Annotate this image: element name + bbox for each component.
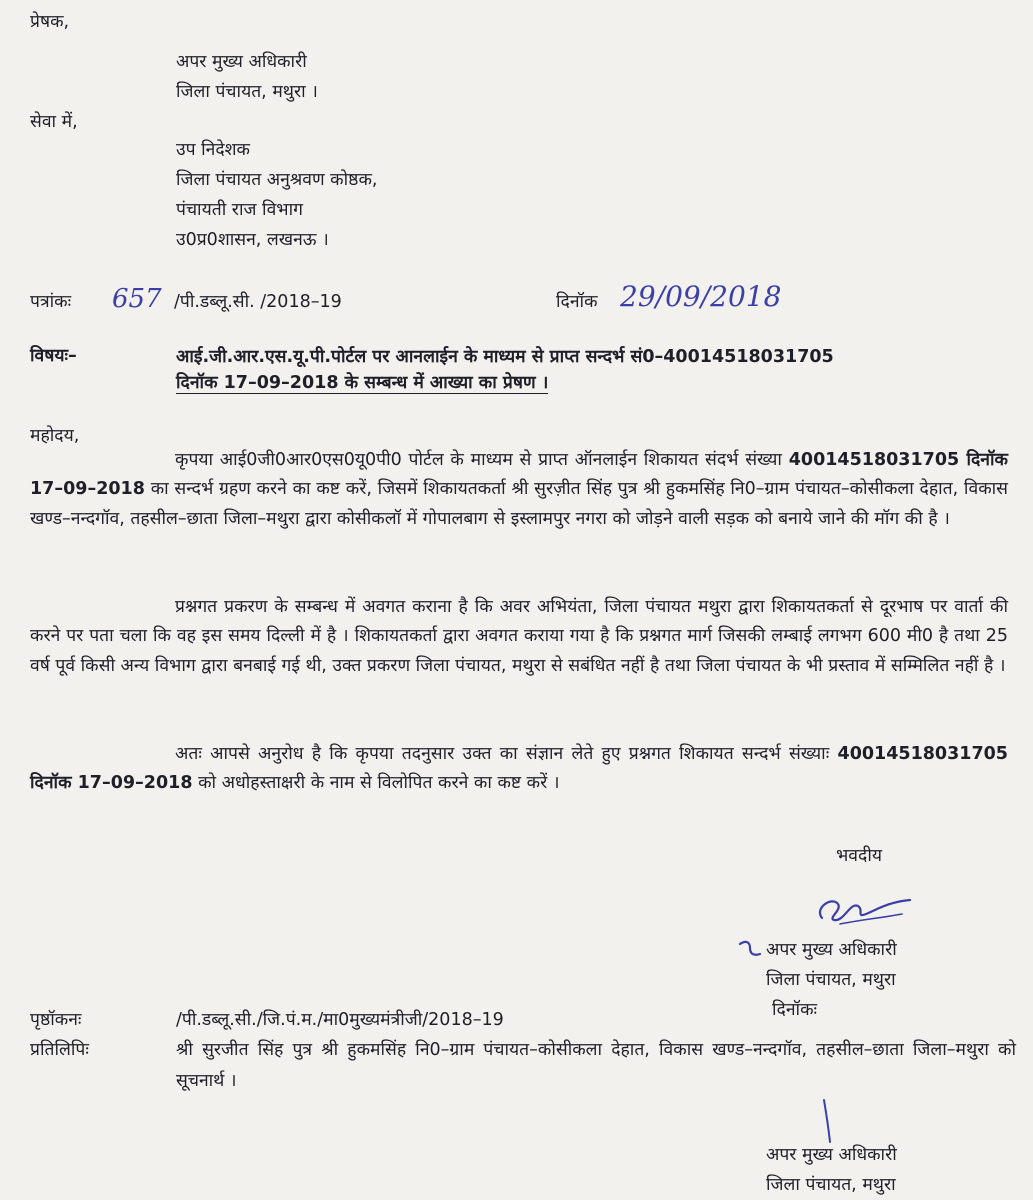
patrank-number-handwritten: 657: [112, 284, 162, 314]
footer-designation: अपर मुख्य अधिकारी: [766, 1145, 897, 1165]
date-handwritten: 29/09/2018: [620, 280, 782, 313]
body-paragraph-2: [30, 593, 1008, 681]
patrank-suffix: /पी.डब्लू.सी. /2018–19: [174, 292, 342, 312]
signature-mark: [810, 888, 920, 928]
closing-yours: भवदीय: [836, 846, 883, 866]
p3-text-a: अतः आपसे अनुरोध है कि कृपया तदनुसार उक्त का संज्ञान लेते हुए प्रश्नगत शिकायत सन्दर्भ संख्याः: [175, 744, 830, 764]
closing-designation: अपर मुख्य अधिकारी: [766, 940, 897, 960]
recipient-line: पंचायती राज विभाग: [176, 200, 303, 220]
p1-text-b: का सन्दर्भ ग्रहण करने का कष्ट करें, जिसमें शिकायतकर्ता श्री सुरज़ीत सिंह पुत्र श्री हुकमसिंह नि0–ग्राम पंचायत–कोसीकला देहात, विकास खण्ड–नन्दगॉव, तहसील–छाता जिला–मथुरा द्वारा कोसीकलॉ में गोपालबाग से इस्लामपुर नगरा को जोड़ने वाली सड़क को बनाये जाने की मॉग की है ।: [30, 479, 1008, 529]
copy-text: श्री सुरजीत सिंह पुत्र श्री हुकमसिंह नि0–ग्राम पंचायत–कोसीकला देहात, विकास खण्ड–नन्दगॉव, तहसील–छाता जिला–मथुरा को सूचनार्थ ।: [176, 1040, 1016, 1091]
sender-label: प्रेषक,: [30, 12, 70, 32]
endorsement-label: पृष्ठॉकनः: [30, 1010, 82, 1030]
signature-tick: [736, 934, 766, 960]
copy-label: प्रतिलिपिः: [30, 1040, 89, 1060]
salutation: महोदय,: [30, 426, 80, 446]
sender-designation: अपर मुख्य अधिकारी: [176, 52, 307, 72]
endorsement-ref: /पी.डब्लू.सी./जि.पं.म./मा0मुख्यमंत्रीजी/2018–19: [176, 1010, 504, 1030]
p1-reference-bold: 40014518031705 दिनॉक 17–09–2018: [30, 450, 1008, 500]
date-label: दिनॉक: [556, 292, 598, 312]
recipient-label: सेवा में,: [30, 112, 78, 132]
body-paragraph-1: [30, 446, 1008, 534]
recipient-line: उ0प्र0शासन, लखनऊ ।: [176, 230, 329, 250]
patrank-label: पत्रांकः: [30, 292, 72, 312]
subject-line-2: दिनॉक 17–09–2018 के सम्बन्ध में आख्या का प्रेषण ।: [176, 373, 549, 393]
p1-text-a: कृपया आई0जी0आर0एस0यू0पी0 पोर्टल के माध्यम से प्राप्त ऑनलाईन शिकायत संदर्भ संख्या: [175, 450, 782, 470]
footer-office: जिला पंचायत, मथुरा: [766, 1175, 896, 1195]
body-paragraph-3: [30, 740, 1008, 799]
recipient-line: जिला पंचायत अनुश्रवण कोष्ठक,: [176, 170, 378, 190]
closing-office: जिला पंचायत, मथुरा: [766, 970, 896, 990]
subject-line-1: आई.जी.आर.एस.यू.पी.पोर्टल पर आनलाईन के माध्यम से प्राप्त सन्दर्भ सं0–40014518031705: [176, 347, 834, 367]
p2-text: प्रश्नगत प्रकरण के सम्बन्ध में अवगत कराना है कि अवर अभियंता, जिला पंचायत मथुरा द्वारा शिकायतकर्ता से दूरभाष पर वार्ता की करने पर पता चला कि वह इस समय दिल्ली में है । शिकायतकर्ता द्वारा अवगत कराया गया है कि प्रश्नगत मार्ग जिसकी लम्बाई लगभग 600 मी0 है तथा 25 वर्ष पूर्व किसी अन्य विभाग द्वारा बनबाई गई थी, उक्त प्रकरण जिला पंचायत, मथुरा से सबंधित नहीं है तथा जिला पंचायत के भी प्रस्ताव में सम्मिलित नहीं है ।: [30, 597, 1008, 676]
p3-reference-bold: 40014518031705 दिनॉक 17–09–2018: [30, 744, 1008, 794]
sender-office: जिला पंचायत, मथुरा ।: [176, 82, 318, 102]
subject-label: विषयः–: [30, 346, 77, 366]
footer-signature-mark: [818, 1098, 838, 1144]
closing-date-label: दिनॉकः: [772, 1000, 818, 1020]
subject-text: [176, 344, 1018, 396]
recipient-line: उप निदेशक: [176, 140, 250, 160]
p3-text-b: को अधोहस्ताक्षरी के नाम से विलोपित करने का कष्ट करें ।: [198, 773, 560, 794]
